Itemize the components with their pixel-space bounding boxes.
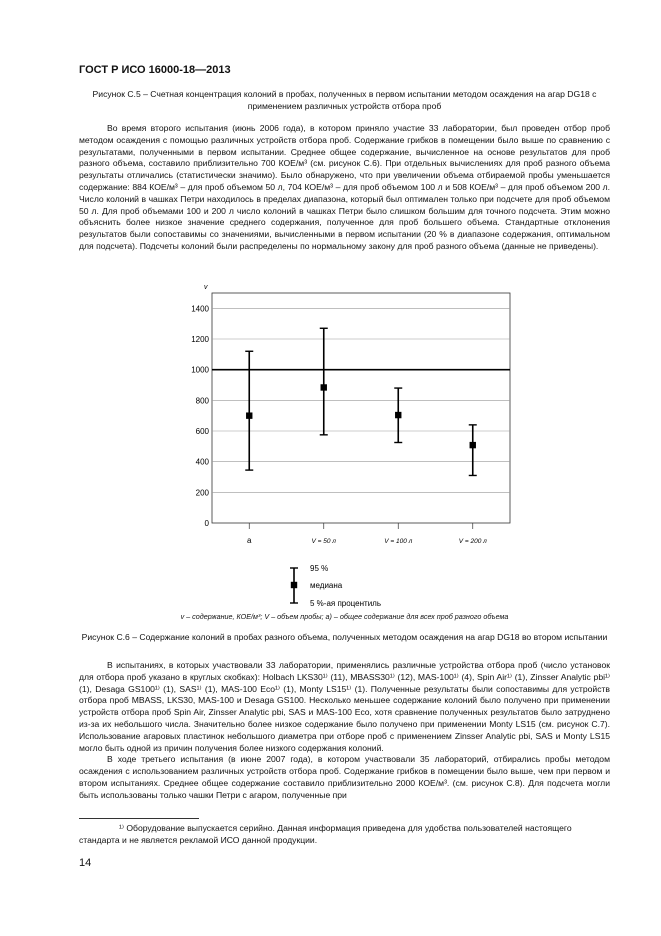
figure-c6-caption: Рисунок С.6 – Содержание колоний в пробах разного объема, полученных методом осаждения на агар DG18 во втором испытании bbox=[81, 632, 608, 642]
legend bbox=[290, 564, 381, 608]
x-tick-label: V = 100 л bbox=[384, 538, 413, 545]
y-tick-label: 800 bbox=[195, 396, 209, 406]
legend-label-95: 95 % bbox=[310, 564, 329, 573]
x-tick-label: V = 200 л bbox=[458, 538, 487, 545]
legend-label-5: 5 %-ая процентиль bbox=[310, 599, 382, 608]
document-header: ГОСТ Р ИСО 16000-18—2013 bbox=[79, 64, 231, 76]
median-marker bbox=[321, 384, 327, 390]
plot-area bbox=[191, 293, 510, 545]
median-marker bbox=[246, 412, 252, 418]
footnote-separator bbox=[79, 818, 199, 819]
page-number: 14 bbox=[79, 857, 92, 869]
y-tick-label: 200 bbox=[195, 488, 209, 498]
figure-c6-chart bbox=[190, 283, 520, 618]
paragraph-text: В ходе третьего испытания (в июне 2007 года), в котором участвовали 35 лабораторий, отбирались пробы методом осаждения с использованием различных устройств отбора проб. Содержание грибков в помещении было выше, чем при первом и втором испытаниях. Среднее общее содержание составило приблизительно 2000 КОЕ/м³. (см. рисунок С.8). Для подсчета могли быть использованы только чашки Петри с агаром, полученные при bbox=[79, 754, 610, 800]
x-tick-label: a bbox=[247, 536, 252, 545]
legend-label-median: медиана bbox=[310, 581, 343, 590]
y-axis-label: v bbox=[204, 284, 208, 291]
y-tick-label: 0 bbox=[204, 519, 209, 528]
y-tick-label: 400 bbox=[195, 457, 209, 467]
y-tick-label: 1400 bbox=[191, 304, 209, 314]
footnote: ¹⁾ Оборудование выпускается серийно. Данная информация приведена для удобства пользователей настоящего стандарта и не является рекламой ИСО данной продукции. bbox=[79, 823, 572, 845]
plot-frame bbox=[212, 293, 510, 523]
median-marker bbox=[470, 442, 476, 448]
x-tick-label: V = 50 л bbox=[311, 538, 336, 545]
paragraph-text: Во время второго испытания (июнь 2006 года), в котором приняло участие 33 лаборатории, был проведен отбор проб методом осаждения с помощью различных устройств отбора проб. Содержание грибков в помещении было выше по сравнению с результатами, полученными в первом испытании. Среднее общее содержание, вычисленное на основе результатов для проб разного объема, составило приблизительно 700 КОЕ/м³ (см. рисунок С.6). При отдельных вычислениях для проб разного объема результаты отличались (статистически значимо). Было обнаружено, что при увеличении объема отбираемой пробы уменьшается содержание: 884 КОЕ/м³ – для проб объемом 50 л, 704 КОЕ/м³ – для проб объемом 100 л и 508 КОЕ/м³ – для проб объемом 200 л. Число колоний в чашках Петри находилось в пределах диапазона, который был оптимален только при подсчете для проб объемом 50 л. Для проб объемами 100 и 200 л число колоний в чашках Петри было слишком большим для точного подсчета. Этим можно объяснить более низкое значение среднего содержания, полученное для проб большего объема. Стандартные отклонения результатов были сопоставимы со значениями, вычисленными в первом испытании (20 % в диапазоне содержания, оптимальном для подсчета). Подсчеты колоний были распределены по нормальному закону для проб разного объема (данные не приведены). bbox=[79, 123, 610, 251]
figure-note: v – содержание, КОЕ/м³; V – объем пробы; а) – общее содержание для всех проб разного объема bbox=[180, 612, 509, 621]
paragraph-second-test bbox=[79, 123, 610, 253]
y-tick-label: 1200 bbox=[191, 335, 209, 344]
legend-median-marker bbox=[291, 582, 297, 588]
y-tick-label: 1000 bbox=[191, 365, 209, 375]
paragraph-samplers bbox=[79, 660, 610, 802]
median-marker bbox=[395, 412, 401, 418]
figure-c5-caption: Рисунок С.5 – Счетная концентрация колоний в пробах, полученных в первом испытании методом осаждения на агар DG18 с применением различных устройств отбора проб bbox=[92, 89, 597, 111]
y-tick-label: 600 bbox=[195, 427, 209, 436]
paragraph-text: В испытаниях, в которых участвовали 33 лаборатории, применялись различные устройства отбора проб (число установок для отбора проб указано в круглых скобках): Holbach LKS30¹⁾ (11), MBASS30¹⁾ (12), MAS-100¹⁾ (4), Spin Air¹⁾ (1), Zinsser Analytic pbi¹⁾ (1), Desaga GS100¹⁾ (1), SAS¹⁾ (1), MAS-100 Eco¹⁾ (1), Monty LS15¹⁾ (1). Полученные результаты были сопоставимы для устройств отбора проб MBASS, LKS30, MAS-100 и Desaga GS100. Несколько меньшее содержание колоний было получено при применении устройств отбора проб Spin Air, Zinsser Analytic pbi, SAS и MAS-100 Eco, хотя сравнение полученных результатов было затруднено из-за их небольшого числа. Значительно более низкое содержание было получено при применении Monty LS15 (см. рисунок С.7). Использование агаровых пластинок небольшого диаметра при отборе проб с применением Zinsser Analytic pbi, SAS и Monty LS15 могло быть одной из причин получения более низкого содержания колоний. bbox=[79, 660, 610, 753]
